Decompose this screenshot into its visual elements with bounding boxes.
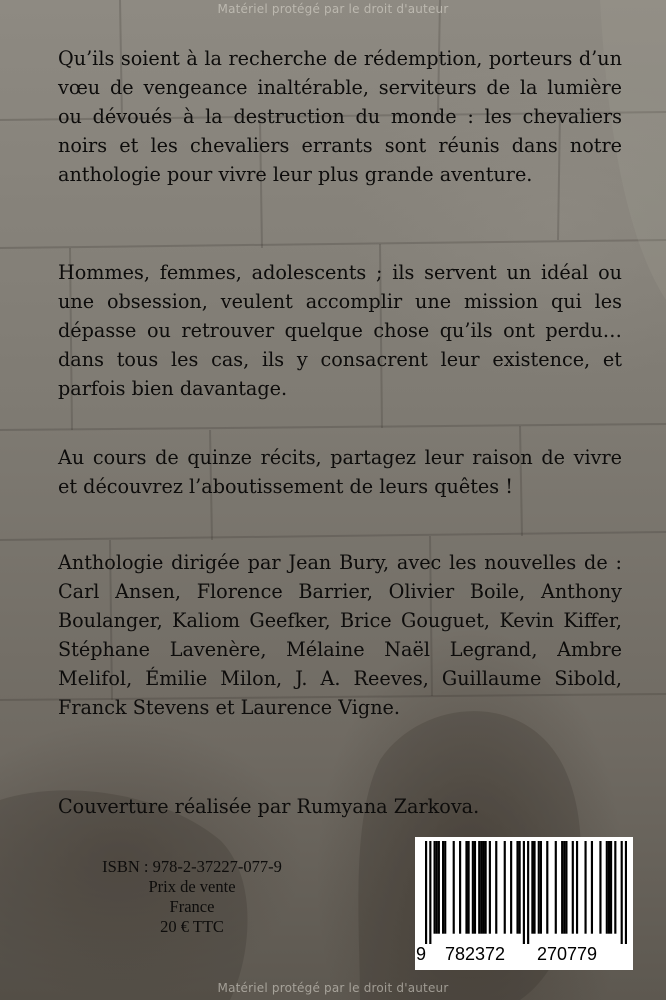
blurb-paragraph-1: Qu’ils soient à la recherche de rédemption, porteurs d’un vœu de vengeance inaltérable, serviteurs de la lumière ou dévoués à la destruction du monde : les chevaliers noirs et les chevaliers errants sont réunis dans notre anthologie pour vivre leur plus grande aventure.: [58, 47, 622, 186]
barcode-bar: [599, 841, 601, 934]
barcode-bar: [533, 841, 535, 934]
barcode-bar: [459, 841, 461, 934]
barcode-bar: [472, 841, 474, 934]
barcode-bar: [438, 841, 440, 934]
barcode-bar: [563, 841, 565, 934]
barcode-digits-right: 270779: [537, 944, 598, 964]
barcode-bar: [442, 841, 444, 934]
barcode-bar: [516, 841, 518, 934]
barcode-bar: [480, 841, 482, 934]
barcode-bar: [561, 841, 563, 934]
copyright-watermark-top: Matériel protégé par le droit d'auteur: [217, 2, 449, 16]
copyright-watermark-bottom: Matériel protégé par le droit d'auteur: [217, 981, 449, 995]
barcode-bar: [510, 841, 512, 934]
barcode-bar: [614, 841, 616, 934]
barcode-bar: [495, 841, 497, 934]
barcode-bar: [531, 841, 533, 934]
barcode-bar: [434, 841, 436, 934]
barcode-bar: [425, 841, 427, 944]
barcode-bars: [425, 841, 627, 944]
barcode-bar: [444, 841, 446, 934]
barcode-bar: [485, 841, 487, 934]
blurb-paragraph-2: Hommes, femmes, adolescents ; ils servent un idéal ou une obsession, veulent accomplir une mission qui les dépasse ou retrouver quelque chose qu’ils ont perdu… dans tous les cas, ils y consacrent leur existence, et parfois bien davantage.: [58, 261, 622, 400]
barcode-bar: [478, 841, 480, 934]
barcode-bar: [474, 841, 476, 934]
contributors-paragraph: Anthologie dirigée par Jean Bury, avec les nouvelles de : Carl Ansen, Florence Barrier, Olivier Boile, Anthony Boulanger, Kaliom Geefker, Brice Gouguet, Kevin Kiffer, Stéphane Lavenère, Mélaine Naël Legrand, Ambre Melifol, Émilie Milon, J. A. Reeves, Guillaume Sibold, Franck Stevens et Laurence Vigne.: [58, 551, 622, 719]
barcode-bar: [489, 841, 491, 934]
ean-barcode: [415, 837, 633, 970]
barcode-bar: [538, 841, 540, 934]
barcode-bar: [540, 841, 542, 934]
barcode-bar: [621, 841, 623, 944]
barcode-bar: [429, 841, 431, 944]
barcode-bar: [610, 841, 612, 934]
barcode-bar: [625, 841, 627, 944]
barcode-bar: [465, 841, 467, 934]
barcode-bar: [482, 841, 484, 934]
barcode-bar: [527, 841, 529, 944]
barcode-bar: [606, 841, 608, 934]
barcode-bar: [519, 841, 521, 934]
barcode-bar: [468, 841, 470, 934]
barcode-bar: [565, 841, 567, 934]
barcode-bar: [555, 841, 557, 934]
barcode-digit-first: 9: [416, 944, 427, 964]
barcode-bar: [608, 841, 610, 934]
barcode-bar: [584, 841, 586, 934]
isbn-number: ISBN : 978-2-37227-077-9: [102, 857, 282, 876]
barcode-bar: [523, 841, 525, 944]
barcode-bar: [546, 841, 548, 934]
isbn-price-block: [62, 857, 322, 937]
barcode-bar: [572, 841, 574, 934]
price-label: Prix de vente: [148, 877, 236, 896]
barcode-bar: [436, 841, 438, 934]
price-country: France: [169, 897, 215, 916]
barcode-digits-left: 782372: [445, 944, 506, 964]
barcode-bar: [453, 841, 455, 934]
barcode-bar: [504, 841, 506, 934]
price-value: 20 € TTC: [160, 917, 224, 936]
barcode-bar: [591, 841, 593, 934]
blurb-paragraph-3: Au cours de quinze récits, partagez leur raison de vivre et découvrez l’aboutissement de leurs quêtes !: [58, 446, 622, 498]
barcode-bar: [576, 841, 578, 934]
cover-credit: Couverture réalisée par Rumyana Zarkova.: [58, 795, 480, 818]
